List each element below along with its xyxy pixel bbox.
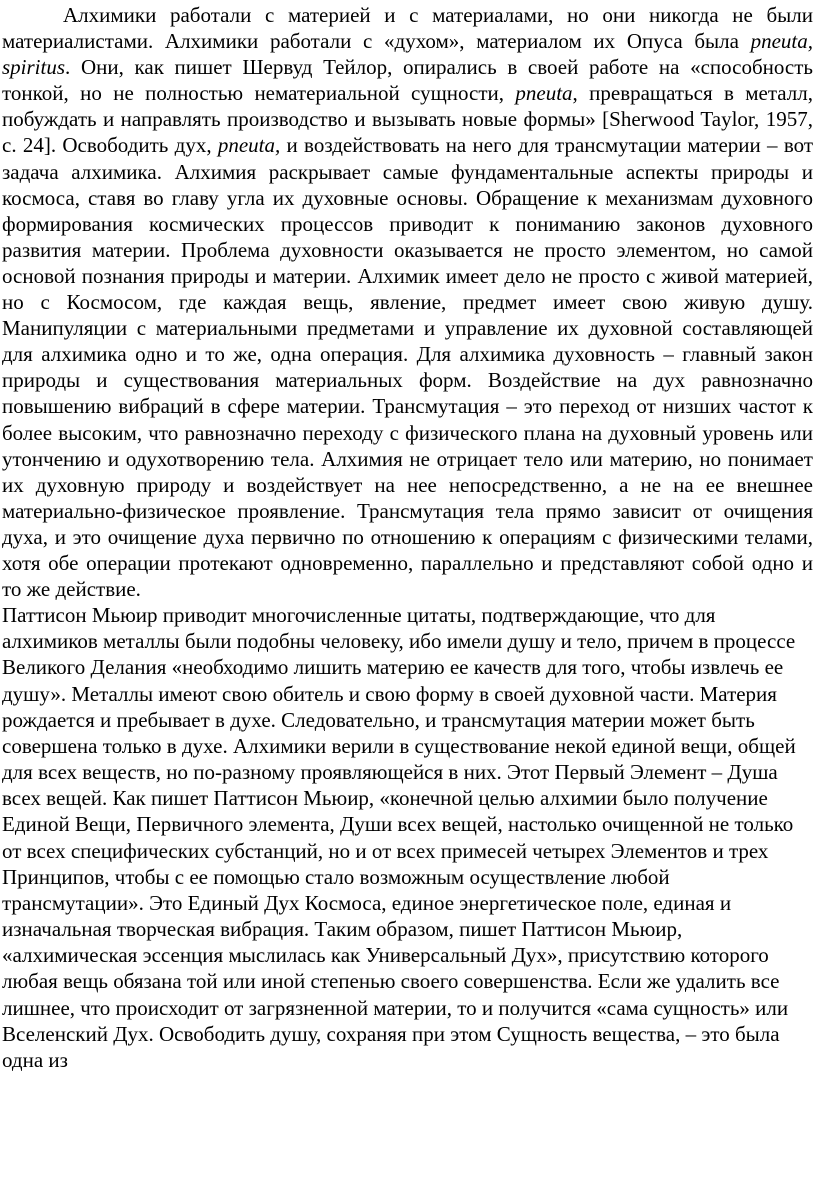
- paragraph-1-italic-a: pneuta, spiritus: [2, 29, 813, 80]
- paragraph-1-text-d: и воздействовать на него для трансмутации материи – вот задача алхимика. Алхимия раскрывает самые фундаментальные аспекты природы и космоса, ставя во главу угла их духовные основы. Обращение к механизмам духовного формирования космических процессов приводит к пониманию законов духовного развития материи. Проблема духовности оказывается не просто элементом, но самой основой познания природы и материи. Алхимик имеет дело не просто с живой материей, но с Космосом, где каждая вещь, явление, предмет имеет свою живую душу. Манипуляции с материальными предметами и управление их духовной составляющей для алхимика одно и то же, одна операция. Для алхимика духовность – главный закон природы и существования материальных форм. Воздействие на дух равнозначно повышению вибраций в сфере материи. Трансмутация – это переход от низших частот к более высоким, что равнозначно переходу с физического плана на духовный уровень или утончению и одухотворению тела. Алхимия не отрицает тело или материю, но понимает их духовную природу и воздействует на нее непосредственно, а не на ее внешнее материально-физическое проявление. Трансмутация тела прямо зависит от очищения духа, и это очищение духа первично по отношению к операциям с физическими телами, хотя обе операции протекают одновременно, параллельно и представляют собой одно и то же действие.: [2, 133, 813, 602]
- paragraph-1-italic-c: pneuta,: [217, 133, 281, 158]
- paragraph-1: [0, 2, 816, 602]
- paragraph-1-text-b: . Они, как пишет Шервуд Тейлор, опирались в своей работе на «способность тонкой, но не полностью нематериальной сущности,: [2, 55, 813, 106]
- paragraph-1-text-a: Алхимики работали с материей и с материалами, но они никогда не были материалистами. Алхимики работали с «духом», материалом их Опуса была: [2, 3, 813, 54]
- document-page: [0, 2, 816, 1073]
- paragraph-1-text-c: , превращаться в металл, побуждать и направлять производство и вызывать новые формы» [Sherwood Taylor, 1957, с. 24]. Освободить дух,: [2, 81, 813, 158]
- paragraph-2: Паттисон Мьюир приводит многочисленные цитаты, подтверждающие, что для алхимиков металлы были подобны человеку, ибо имели душу и тело, причем в процессе Великого Делания «необходимо лишить материю ее качеств для того, чтобы извлечь ее душу». Металлы имеют свою обитель и свою форму в своей духовной части. Материя рождается и пребывает в духе. Следовательно, и трансмутация материи может быть совершена только в духе. Алхимики верили в существование некой единой вещи, общей для всех веществ, но по-разному проявляющейся в них. Этот Первый Элемент – Душа всех вещей. Как пишет Паттисон Мьюир, «конечной целью алхимии было получение Единой Вещи, Первичного элемента, Души всех вещей, настолько очищенной не только от всех специфических субстанций, но и от всех примесей четырех Элементов и трех Принципов, чтобы с ее помощью стало возможным осуществление любой трансмутации». Это Единый Дух Космоса, единое энергетическое поле, единая и изначальная творческая вибрация. Таким образом, пишет Паттисон Мьюир, «алхимическая эссенция мыслилась как Универсальный Дух», присутствию которого любая вещь обязана той или иной степенью своего совершенства. Если же удалить все лишнее, что происходит от загрязненной материи, то и получится «сама сущность» или Вселенский Дух. Освободить душу, сохраняя при этом Сущность вещества, – это была одна из: [2, 603, 796, 1072]
- paragraph-1-italic-b: pneuta: [515, 81, 573, 106]
